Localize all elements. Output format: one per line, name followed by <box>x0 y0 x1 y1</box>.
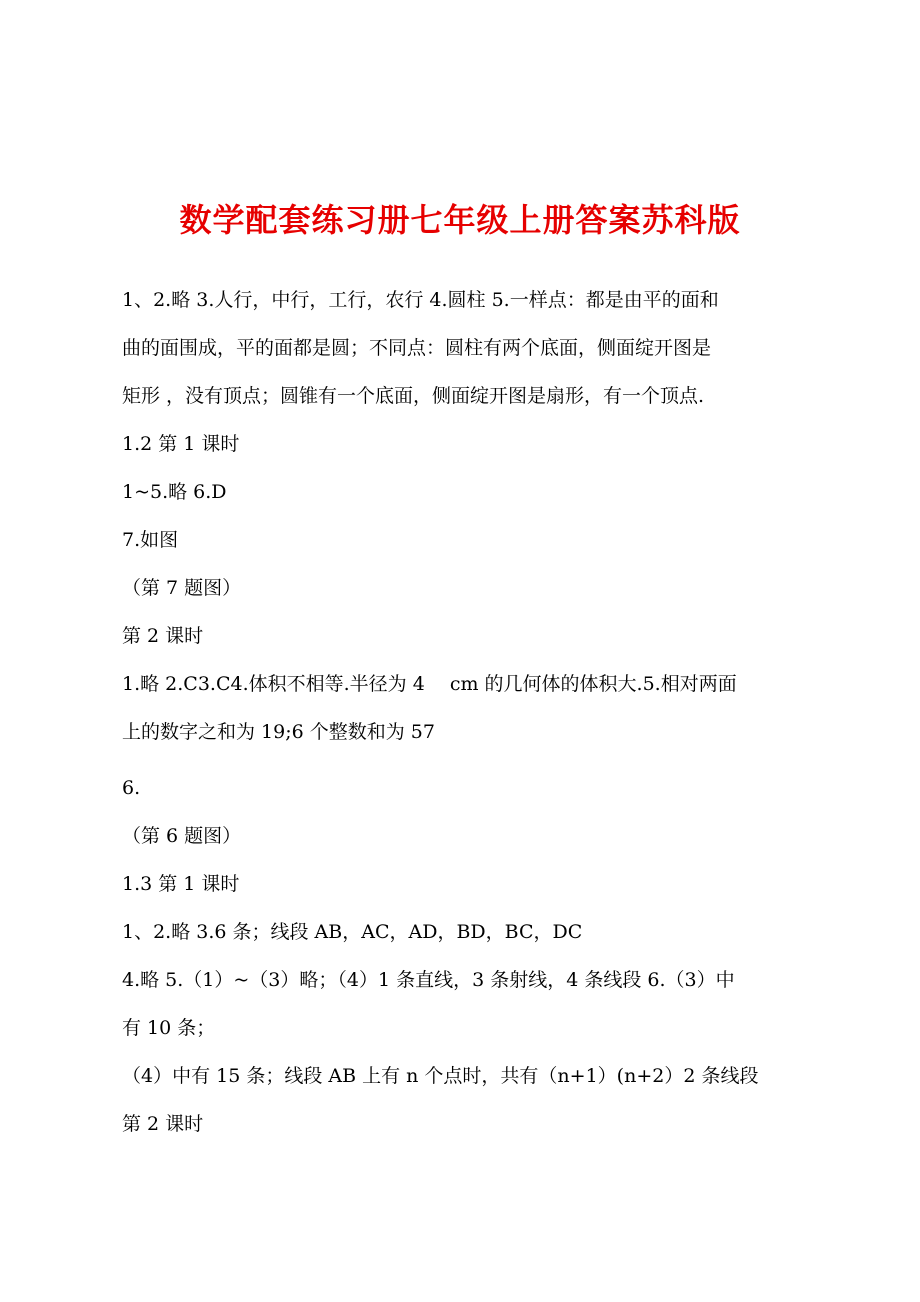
section-heading: 1.2 第 1 课时 <box>122 433 240 455</box>
section-heading: 第 2 课时 <box>122 625 204 647</box>
answer-line: 有 10 条； <box>122 1017 216 1039</box>
answer-line: 1.略 2.C3.C4.体积不相等.半径为 4 cm 的几何体的体积大.5.相对两面 <box>122 673 737 695</box>
answer-line: 6. <box>122 777 141 799</box>
answer-line: 矩形 ，没有顶点；圆锥有一个底面，侧面绽开图是扇形，有一个顶点. <box>122 385 705 407</box>
document-body <box>122 276 812 1148</box>
document-title: 数学配套练习册七年级上册答案苏科版 <box>179 201 741 239</box>
answer-line: 1~5.略 6.D <box>122 481 227 503</box>
answer-line: 4.略 5.（1）~（3）略；（4）1 条直线，3 条射线，4 条线段 6.（3）中 <box>122 969 735 991</box>
answer-line: 1、2.略 3.人行，中行，工行，农行 4.圆柱 5.一样点：都是由平的面和 <box>122 289 719 311</box>
answer-line: 7.如图 <box>122 529 179 551</box>
section-heading: 1.3 第 1 课时 <box>122 873 240 895</box>
answer-line: （4）中有 15 条；线段 AB 上有 n 个点时，共有（n+1）(n+2）2 条线段 <box>122 1065 759 1087</box>
answer-line: 1、2.略 3.6 条；线段 AB，AC，AD，BD，BC，DC <box>122 921 583 943</box>
answer-line: 曲的面围成，平的面都是圆；不同点：圆柱有两个底面，侧面绽开图是 <box>122 337 712 359</box>
answer-line: 上的数字之和为 19;6 个整数和为 57 <box>122 721 435 743</box>
figure-caption: （第 6 题图） <box>122 825 242 847</box>
spacer <box>122 756 812 764</box>
section-heading: 第 2 课时 <box>122 1113 204 1135</box>
figure-caption: （第 7 题图） <box>122 577 242 599</box>
